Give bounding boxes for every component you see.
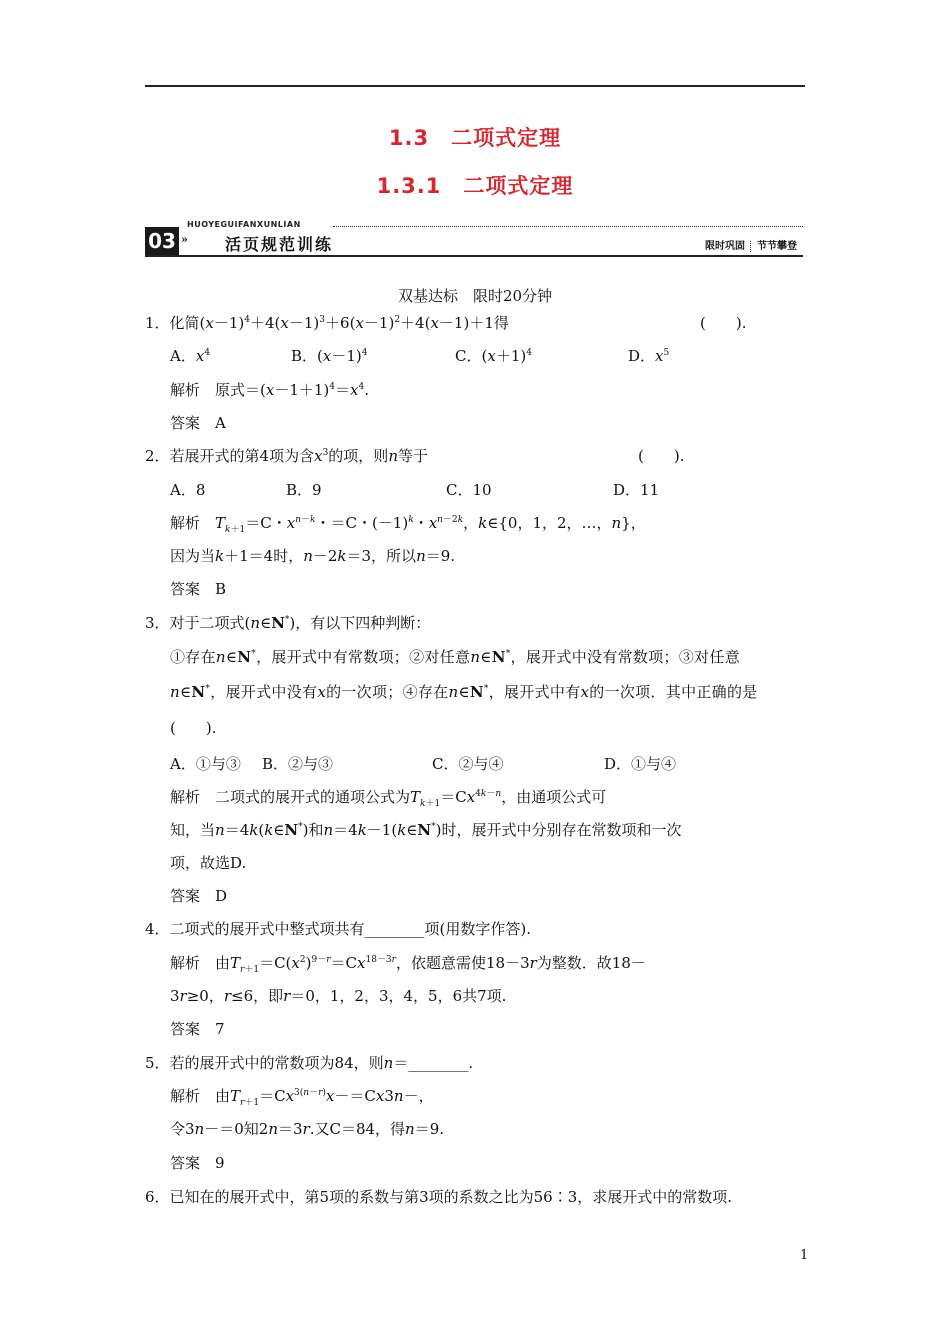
section-title: 双基达标 限时20分钟 [397, 287, 553, 305]
page-number: 1 [800, 1248, 809, 1263]
answer-bracket: ( ). [638, 447, 685, 465]
solution-5: 解析 由$T_{r+1}=Cx^{3(n-r)}x-=Cx3n-$， [170, 1087, 434, 1108]
answer-4: 答案 7 [170, 1020, 225, 1038]
choice-a: A．$x^4$ [170, 347, 211, 365]
question-6: 6．已知在的展开式中，第5项的系数与第3项的系数之比为56∶3，求展开式中的常数项. [145, 1188, 733, 1206]
section-banner [145, 221, 803, 261]
banner-right-left: 限时巩固 [705, 241, 745, 252]
choice-c: C．10 [446, 481, 492, 499]
question-3-stem-cont: n∈N*，展开式中没有x的一次项；④存在n∈N*，展开式中有x的一次项．其中正确的是 [170, 683, 758, 701]
answer-2: 答案 B [170, 580, 227, 598]
question-2: 2．若展开式的第4项为含$x^3$的项，则n等于 [145, 447, 428, 465]
choice-d: D．①与④ [604, 755, 677, 773]
solution-2: 解析 $T_{k+1}=C$・$x^{n-k}$・＝C・$(-1)^k$・$x^{n-2k}$，k∈{0，1，2，…，n}， [170, 514, 646, 535]
page-title: 1.3 二项式定理 [388, 126, 562, 150]
choice-b: B．9 [286, 481, 322, 499]
banner-label: 活页规范训练 [225, 235, 334, 254]
choice-b: B．②与③ [262, 755, 334, 773]
solution-2-cont: 因为当k＋1＝4时，n－2k＝3，所以n＝9. [170, 547, 456, 565]
banner-pinyin: HUOYEGUIFANXUNLIAN [187, 220, 301, 229]
answer-3: 答案 D [170, 887, 228, 905]
solution-3: 解析 二项式的展开式的通项公式为$T_{k+1}=Cx^{4k-n}$，由通项公式可 [170, 788, 607, 809]
question-3: 3．对于二项式(n∈N*)，有以下四种判断： [145, 614, 431, 632]
answer-bracket: ( ). [700, 314, 747, 332]
choice-a: A．8 [170, 481, 206, 499]
solution-3-cont: 项，故选D. [170, 854, 247, 872]
banner-dotted-rule [333, 226, 803, 227]
solution-4-cont: 3r≥0，r≤6，即r＝0，1，2，3，4，5，6共7项. [170, 987, 507, 1005]
choice-d: D．$x^5$ [628, 347, 670, 365]
choice-c: C．$(x+1)^4$ [455, 347, 532, 365]
choice-d: D．11 [613, 481, 660, 499]
choice-a: A．①与③ [170, 755, 241, 773]
question-5: 5．若的展开式中的常数项为84，则n＝________. [145, 1054, 474, 1072]
banner-right-text [705, 237, 797, 252]
question-3-stem: ①存在n∈N*，展开式中有常数项；②对任意n∈N*，展开式中没有常数项；③对任意 [170, 648, 741, 666]
solution-3-cont: 知，当n＝4k(k∈N*)和n＝4k－1(k∈N*)时，展开式中分别存在常数项和一次 [170, 821, 682, 839]
answer-5: 答案 9 [170, 1154, 225, 1172]
choice-b: B．$(x-1)^4$ [291, 347, 368, 365]
page-subtitle: 1.3.1 二项式定理 [376, 174, 574, 198]
question-4: 4．二项式的展开式中整式项共有________项(用数字作答). [145, 920, 532, 938]
double-chevron-icon: » [181, 233, 188, 246]
banner-right-right: 节节攀登 [757, 241, 797, 252]
solution-5-cont: 令3n－＝0知2n＝3r.又C＝84，得n＝9. [170, 1120, 445, 1138]
banner-bottom-rule [145, 255, 803, 257]
solution-1: 解析 原式$=(x-1+1)^4=x^4$. [170, 381, 370, 399]
question-1: 1．化简$(x-1)^4+4(x-1)^3+6(x-1)^2+4(x-1)+1$得 [145, 314, 509, 332]
banner-separator [750, 241, 752, 252]
solution-4: 解析 由$T_{r+1}=C(x^2)^{9-r}=Cx^{18-3r}$，依题意需使18－3r为整数．故18－ [170, 954, 646, 975]
answer-bracket: ( ). [170, 719, 217, 737]
banner-number-badge: 03 [145, 227, 179, 255]
choice-c: C．②与④ [432, 755, 504, 773]
top-rule [145, 85, 805, 87]
answer-1: 答案 A [170, 414, 226, 432]
